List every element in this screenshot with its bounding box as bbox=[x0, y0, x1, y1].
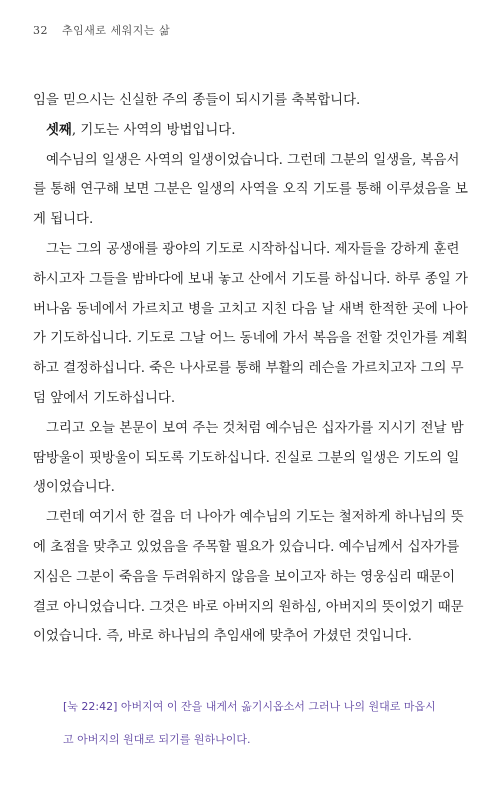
scripture-reference: [눅 22:42] bbox=[63, 700, 118, 713]
paragraph-2: 셋째, 기도는 사역의 방법입니다. bbox=[46, 121, 236, 138]
paragraph-4: 그는 그의 공생애를 광야의 기도로 시작하십니다. 제자들을 강하게 훈련하시고자 그들을 밤바다에 보내 놓고 산에서 기도를 하십니다. 하루 종일 가버나움 동네에서 가르치고 병을 고치고 지친 다음 날 새벽 한적한 곳에 나아가 기도하십니다. 기도로 그날 어느 동네에 가서 복음을 전할 것인가를 계획하고 결정하십니다. 죽은 나사로를 통해 부활의 레슨을 가르치고자 그의 무덤 앞에서 기도하십니다. bbox=[33, 241, 468, 406]
running-header bbox=[33, 22, 170, 38]
paragraph-5: 그리고 오늘 본문이 보여 주는 것처럼 예수님은 십자가를 지시기 전날 밤 땀방울이 핏방울이 되도록 기도하십니다. 진실로 그분의 일생은 기도의 일생이었습니다. bbox=[33, 420, 464, 496]
paragraph-6: 그런데 여기서 한 걸음 더 나아가 예수님의 기도는 철저하게 하나님의 뜻에 초점을 맞추고 있었음을 주목할 필요가 있습니다. 예수님께서 십자가를 지심은 그분이 죽음을 두려워하지 않음을 보이고자 하는 영웅심리 때문이 결코 아니었습니다. 그것은 바로 아버지의 원하심, 아버지의 뜻이었기 때문이었습니다. 즉, 바로 하나님의 추임새에 맞추어 가셨던 것입니다. bbox=[33, 510, 464, 645]
scripture-quote bbox=[63, 690, 443, 756]
body-text bbox=[33, 86, 469, 652]
paragraph-3: 예수님의 일생은 사역의 일생이었습니다. 그런데 그분의 일생을, 복음서를 통해 연구해 보면 그분은 일생의 사역을 오직 기도를 통해 이루셨음을 보게 됩니다. bbox=[33, 152, 468, 228]
paragraph-1: 임을 믿으시는 신실한 주의 종들이 되시기를 축복합니다. bbox=[33, 93, 361, 108]
scripture-text: 아버지여 이 잔을 내게서 옮기시옵소서 그러나 나의 원대로 마옵시고 아버지의 원대로 되기를 원하나이다. bbox=[63, 700, 436, 746]
bold-lead: 셋째 bbox=[46, 121, 72, 138]
page-number: 32 bbox=[33, 24, 48, 37]
book-title: 추임새로 세워지는 삶 bbox=[62, 24, 171, 37]
